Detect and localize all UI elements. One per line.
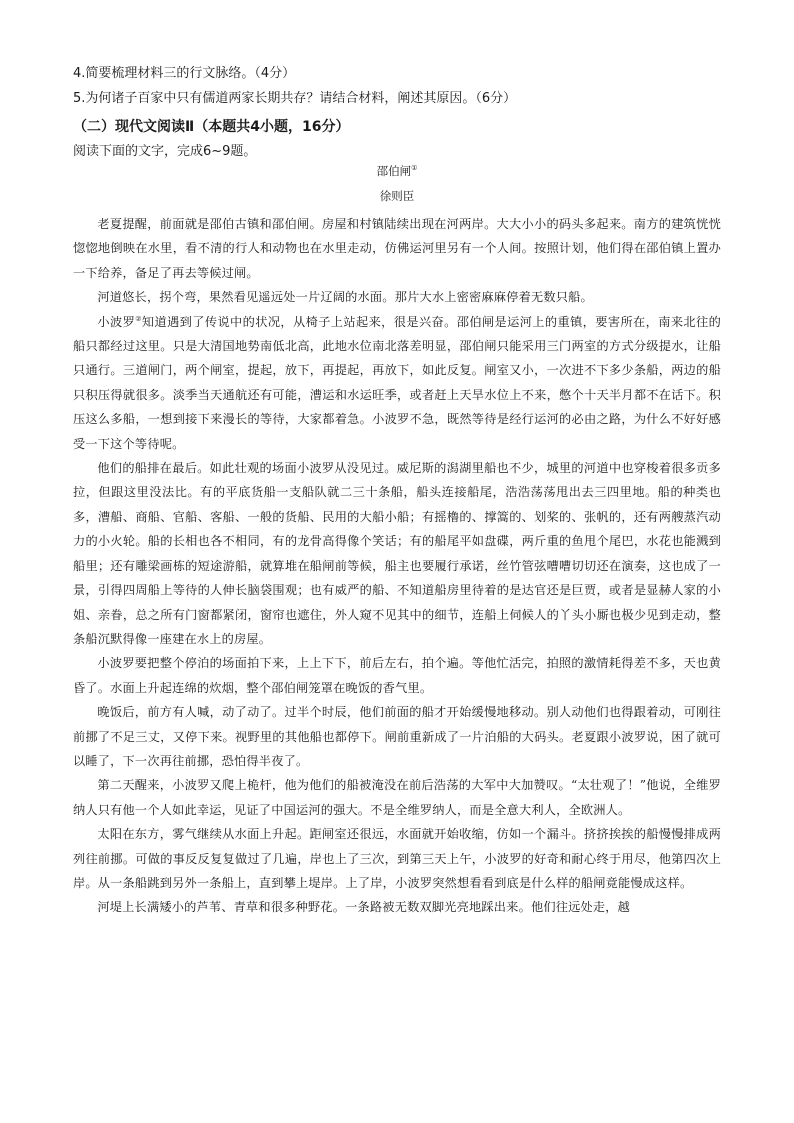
paragraph-text: 知道遇到了传说中的状况，从椅子上站起来，很是兴奋。邵伯闸是运河上的重镇，要害所在，南来北往的船只都经过这里。只是大清国地势南低北高，此地水位南北落差明显，邵伯闸只能采用三门两室的方式分级提水，让船只通行。三道闸门，两个闸室，提起，放下，再提起，再放下，如此反复。闸室又小，一次进不下多少条船，两边的船只积压得就很多。淡季当天通航还有可能，漕运和水运旺季，或者赶上天旱水位上不来，憋个十天半月都不在话下。积压这么多船，一想到接下来漫长的等待，大家都着急。小波罗不急，既然等待是经行运河的必由之路，为什么不好好感受一下这个等待呢。 xyxy=(73,314,721,451)
paragraph-text: 老夏提醒，前面就是邵伯古镇和邵伯闸。房屋和村镇陆续出现在河两岸。大大小小的码头多起来。南方的建筑恍恍惚惚地倒映在水里，看不清的行人和动物也在水里走动，仿佛运河里另有一个人间。按照计划，他们得在邵伯镇上置办一下给养，备足了再去等候过闸。 xyxy=(73,217,721,280)
paragraph-text: 他们的船排在最后。如此壮观的场面小波罗从没见过。威尼斯的潟湖里船也不少，城里的河道中也穿梭着很多贡多拉，但跟这里没法比。有的平底货船一支船队就二三十条船，船头连接船尾，浩浩荡荡甩出去三四里地。船的种类也多，漕船、商船、官船、客船、一般的货船、民用的大船小船；有摇橹的、撑篙的、划桨的、张帆的，还有两艘蒸汽动力的小火轮。船的长相也各不相同，有的龙骨高得像个笑话；有的船尾平如盘碟，两斤重的鱼甩个尾巴，水花也能溅到船里；还有雕梁画栋的短途游船，就算堆在船闸前等候，船主也要履行承诺，丝竹管弦嘈嘈切切还在演奏，这也成了一景，引得四周船上等待的人伸长脑袋围观；也有威严的船、不知道船房里待着的是达官还是巨贾，或者是显赫人家的小姐、亲眷，总之所有门窗都紧闭，窗帘也遮住，外人窥不见其中的细节，连船上伺候人的丫头小厮也极少见到走动，整条船沉默得像一座建在水上的房屋。 xyxy=(73,461,721,646)
paragraph-text: 小波罗要把整个停泊的场面拍下来，上上下下，前后左右，拍个遍。等他忙活完，拍照的激情耗得差不多，天也黄昏了。水面上升起连绵的炊烟，整个邵伯闸笼罩在晚饭的香气里。 xyxy=(73,656,721,695)
paragraph xyxy=(73,310,721,456)
paragraph xyxy=(73,700,721,773)
paragraph-text: 河堤上长满矮小的芦苇、青草和很多种野花。一条路被无数双脚光亮地踩出来。他们往远处走，越 xyxy=(97,900,631,915)
article-body xyxy=(73,212,721,920)
paragraph xyxy=(73,212,721,285)
paragraph-text: 晚饭后，前方有人喊，动了动了。过半个时辰，他们前面的船才开始缓慢地移动。别人动他们也得跟着动，可刚往前挪了不足三丈，又停下来。视野里的其他船也都停下。闸前重新成了一片泊船的大码头。老夏跟小波罗说，困了就可以睡了，下一次再往前挪，恐怕得半夜了。 xyxy=(73,705,721,768)
paragraph xyxy=(73,773,721,822)
article-author: 徐则臣 xyxy=(379,189,415,203)
paragraph-text: 太阳在东方，雾气继续从水面上升起。距闸室还很远，水面就开始收缩，仿如一个漏斗。挤挤挨挨的船慢慢排成两列往前挪。可做的事反反复复做过了几遍，岸也上了三次，到第三天上午，小波罗的好奇和耐心终于用尽，他第四次上岸。从一条船跳到另外一条船上，直到攀上堤岸。上了岸，小波罗突然想看看到底是什么样的船闸竟能慢成这样。 xyxy=(73,827,721,890)
question-5: 5.为何诸子百家中只有儒道两家长期共存？请结合材料，阐述其原因。（6分） xyxy=(73,91,517,106)
paragraph xyxy=(73,822,721,895)
question-4: 4.简要梳理材料三的行文脉络。（4分） xyxy=(73,66,296,81)
article-title xyxy=(0,163,794,179)
paragraph xyxy=(73,285,721,309)
paragraph xyxy=(73,895,721,919)
paragraph-lead: 小波罗 xyxy=(97,314,136,329)
paragraph xyxy=(73,651,721,700)
footnote-marker: ② xyxy=(135,314,142,323)
title-footnote-marker: ① xyxy=(411,164,418,173)
section-heading: （二）现代文阅读Ⅱ（本题共4小题，16分） xyxy=(73,119,350,135)
article-title-text: 邵伯闸 xyxy=(376,164,412,178)
paragraph-text: 河道悠长，拐个弯，果然看见遥远处一片辽阔的水面。那片大水上密密麻麻停着无数只船。 xyxy=(97,290,593,305)
reading-instruction: 阅读下面的文字，完成6~9题。 xyxy=(73,144,257,159)
paragraph-text: 第二天醒来，小波罗又爬上桅杆，他为他们的船被淹没在前后浩荡的大军中大加赞叹。“太壮观了！”他说，全维罗纳人只有他一个人如此幸运，见证了中国运河的强大。不是全维罗纳人，而是全意大利人，全欧洲人。 xyxy=(73,778,721,817)
paragraph xyxy=(73,456,721,651)
